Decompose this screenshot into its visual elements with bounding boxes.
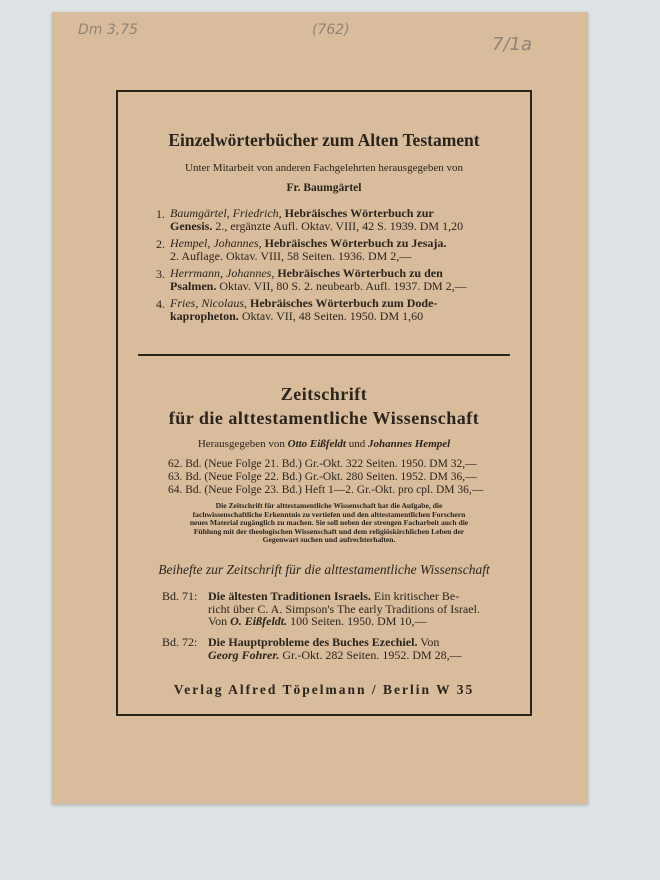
journal-editors: Herausgegeben von Otto Eißfeldt und Johannes Hempel	[197, 438, 451, 450]
supplement-title: Die ältesten Traditionen Israels.	[208, 589, 371, 603]
supplement-item: Bd. 72: Die Hauptprobleme des Buches Ezechiel. Von Georg Fohrer. Gr.-Okt. 282 Seiten. 1952. DM 28,—	[162, 635, 462, 662]
journal-volumes	[168, 458, 520, 497]
item-title: Hebräisches Wörterbuch zur	[284, 206, 434, 220]
list-item: 3. Herrmann, Johannes, Hebräisches Wörterbuch zu den Psalmen. Oktav. VII, 80 S. 2. neubearb. Aufl. 1937. DM 2,—	[156, 266, 467, 293]
publisher-line: Verlag Alfred Töpelmann / Berlin W 35	[173, 682, 475, 697]
list-item: 2. Hempel, Johannes, Hebräisches Wörterbuch zu Jesaja. 2. Auflage. Oktav. VIII, 58 Seiten. 1936. DM 2,—	[156, 236, 447, 263]
item-title: Hebräisches Wörterbuch zu Jesaja.	[264, 236, 447, 250]
series-subtitle: Unter Mitarbeit von anderen Fachgelehrten herausgegeben von	[185, 162, 463, 174]
volume-line: 63. Bd. (Neue Folge 22. Bd.) Gr.-Okt. 280 Seiten. 1952. DM 36,—	[168, 471, 477, 483]
pencil-paren-note: (762)	[312, 22, 350, 38]
item-title: Hebräisches Wörterbuch zum Dode-	[250, 296, 438, 310]
series-title: Einzelwörterbücher zum Alten Testament	[168, 130, 480, 150]
list-item: 1. Baumgärtel, Friedrich, Hebräisches Wörterbuch zur Genesis. 2., ergänzte Aufl. Oktav. VIII, 42 S. 1939. DM 1,20	[156, 206, 464, 233]
book-back-cover	[52, 12, 588, 804]
journal-description: Die Zeitschrift für alttestamentliche Wissenschaft hat die Aufgabe, die fachwissenschaftliche Erkenntnis zu vertiefen und den alttestamentlichen Forschern neues Material zugänglich zu machen. Sie soll neben der strengen Facharbeit auch die Fühlung mit der theologischen Wissenschaft und dem religiöskirchlichen Leben der Gegenwart suchen und aufrechterhalten.	[189, 501, 469, 545]
dictionary-list	[156, 207, 518, 327]
item-author: Herrmann, Johannes,	[170, 266, 275, 280]
pencil-price-note: Dm 3,75	[78, 22, 139, 38]
supplement-item: Bd. 71: Die ältesten Traditionen Israels. Ein kritischer Be- richt über C. A. Simpson's The early Traditions of Israel. Von O. Eißfeldt. 100 Seiten. 1950. DM 10,—	[162, 589, 480, 628]
supplement-title: Die Hauptprobleme des Buches Ezechiel.	[208, 635, 418, 649]
volume-line: 64. Bd. (Neue Folge 23. Bd.) Heft 1—2. Gr.-Okt. pro cpl. DM 36,—	[168, 484, 484, 496]
journal-title: Zeitschrift für die alttestamentliche Wissenschaft	[168, 384, 480, 428]
item-author: Baumgärtel, Friedrich,	[170, 206, 282, 220]
pencil-corner-note: 7/1a	[492, 34, 532, 55]
series-editor: Fr. Baumgärtel	[286, 182, 362, 194]
section-divider	[138, 354, 510, 356]
list-item: 4. Fries, Nicolaus, Hebräisches Wörterbuch zum Dode- kapropheton. Oktav. VII, 48 Seiten. 1950. DM 1,60	[156, 296, 438, 323]
volume-line: 62. Bd. (Neue Folge 21. Bd.) Gr.-Okt. 322 Seiten. 1950. DM 32,—	[168, 458, 477, 470]
item-author: Fries, Nicolaus,	[170, 296, 247, 310]
item-title: Hebräisches Wörterbuch zu den	[277, 266, 443, 280]
item-author: Hempel, Johannes,	[170, 236, 262, 250]
supplements-title: Beihefte zur Zeitschrift für die alttestamentliche Wissenschaft	[158, 562, 490, 577]
advertisement-frame	[116, 90, 532, 716]
